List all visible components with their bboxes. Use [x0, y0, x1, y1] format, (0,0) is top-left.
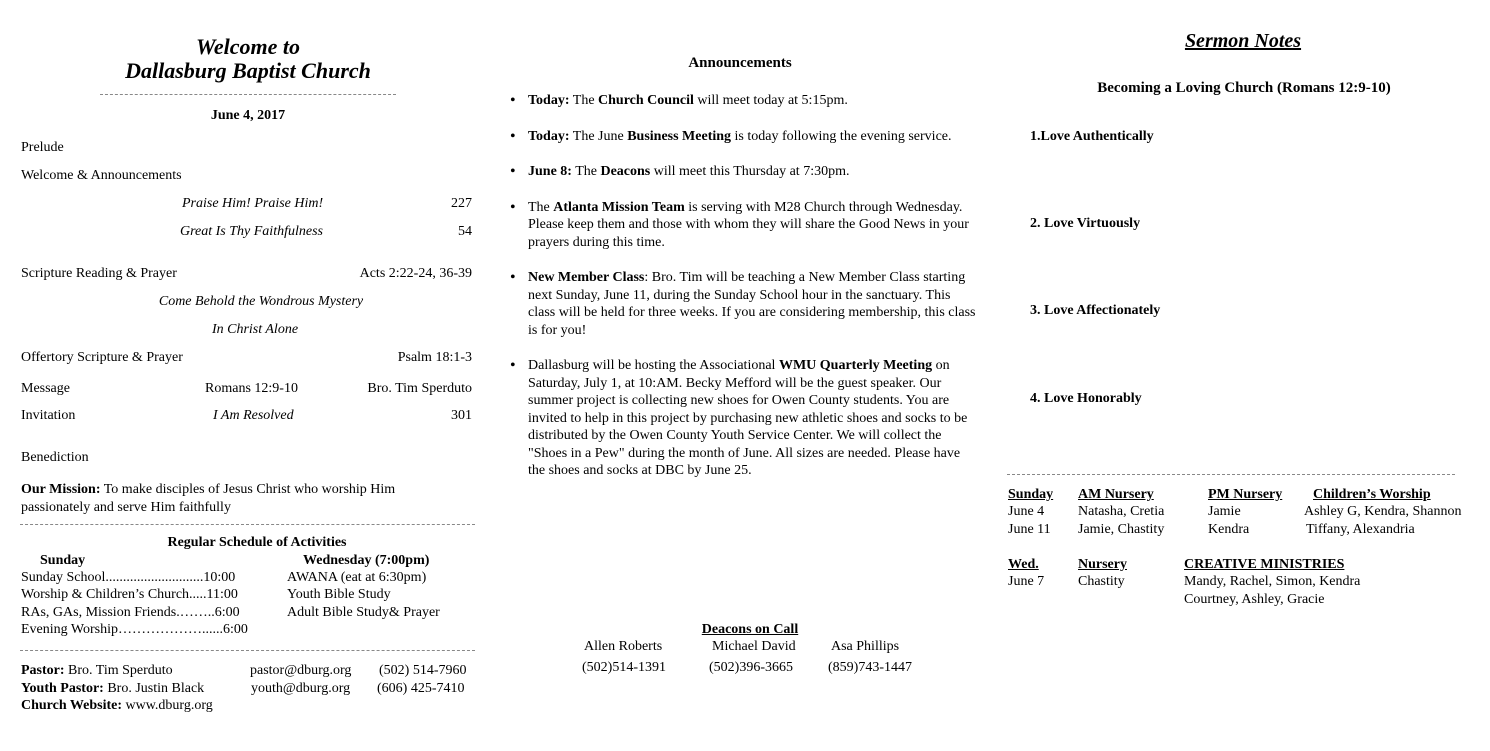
- announcement-text: will meet this Thursday at 7:30pm.: [650, 164, 850, 179]
- sermon-notes-heading: Sermon Notes: [1184, 30, 1302, 52]
- deacon-phone: (502)514-1391: [582, 660, 666, 675]
- church-website: [21, 698, 213, 714]
- scripture-reading-label: Scripture Reading & Prayer: [21, 266, 177, 281]
- announcement-text: Dallasburg will be hosting the Associational: [528, 358, 779, 373]
- wednesday-header: Wed.: [1008, 557, 1039, 572]
- youth-pastor-phone: (606) 425-7410: [377, 681, 465, 696]
- schedule-wednesday-heading: Wednesday (7:00pm): [303, 553, 430, 568]
- announcement-bold-text: Atlanta Mission Team: [553, 199, 685, 215]
- announcement-item: [508, 128, 978, 146]
- deacon-name: Allen Roberts: [584, 639, 663, 654]
- mission-label: Our Mission:: [21, 482, 101, 497]
- wednesday-cell: Chastity: [1078, 574, 1125, 589]
- message-reference: Romans 12:9-10: [205, 381, 298, 396]
- nursery-cell: Jamie, Chastity: [1078, 522, 1165, 537]
- announcement-text: : Bro. Tim will be teaching a New Member Class starting next Sunday, June 11, during the Sunday School hour in the sanctuary. This class will be held for three weeks. If you are considering membership, this class is for you!: [528, 270, 976, 338]
- scripture-reference: Acts 2:22-24, 36-39: [359, 266, 472, 281]
- nursery-cell: June 4: [1008, 504, 1045, 519]
- welcome-title-line2: Dallasburg Baptist Church: [125, 58, 371, 83]
- invitation-number: 301: [451, 408, 472, 423]
- youth-pastor-email[interactable]: youth@dburg.org: [251, 681, 351, 696]
- offertory-label: Offertory Scripture & Prayer: [21, 350, 183, 365]
- wednesday-header: CREATIVE MINISTRIES: [1184, 557, 1345, 572]
- nursery-cell: Kendra: [1208, 522, 1250, 537]
- hymn-title: Great Is Thy Faithfulness: [180, 224, 323, 239]
- schedule-wednesday-item: AWANA (eat at 6:30pm): [287, 570, 427, 585]
- deacon-phone: (859)743-1447: [828, 660, 912, 675]
- announcements-list: [508, 92, 978, 498]
- pastor-phone: (502) 514-7960: [379, 663, 467, 678]
- pastor-label: Pastor:: [21, 663, 65, 678]
- schedule-sunday-item: Sunday School............................10:00: [21, 570, 236, 585]
- pastor-name: Bro. Tim Sperduto: [64, 663, 173, 678]
- nursery-cell: Ashley G, Kendra, Shannon: [1304, 504, 1462, 519]
- announcement-text: on Saturday, July 1, at 10:AM. Becky Mefford will be the guest speaker. Our summer project is collecting new shoes for Owen County students. You are invited to help in this project by purchasing new athletic shoes and socks to be distributed by the Owen County Youth Service Center. We will collect the "Shoes in a Pew" during the month of June. All sizes are needed. Please have the shoes and socks at DBC by June 25.: [528, 358, 968, 478]
- announcement-bold-text: Today:: [528, 93, 570, 108]
- youth-pastor-contact: [21, 681, 204, 697]
- announcement-bold-text: Church Council: [598, 93, 694, 108]
- announcement-item: [508, 269, 978, 339]
- invitation-hymn: I Am Resolved: [213, 408, 294, 423]
- announcement-text: is today following the evening service.: [731, 128, 952, 144]
- nursery-header: Sunday: [1008, 487, 1054, 502]
- announcement-bold-text: Business Meeting: [627, 128, 732, 144]
- wednesday-cell: Courtney, Ashley, Gracie: [1184, 592, 1325, 607]
- youth-pastor-name: Bro. Justin Black: [103, 681, 205, 696]
- announcement-bold-text: June 8:: [528, 164, 572, 179]
- song-title: In Christ Alone: [211, 322, 299, 337]
- schedule-sunday-item: Evening Worship………………......6:00: [21, 622, 248, 637]
- deacon-phone: (502)396-3665: [709, 660, 793, 675]
- wednesday-cell: Mandy, Rachel, Simon, Kendra: [1184, 574, 1361, 589]
- nursery-cell: Natasha, Cretia: [1078, 504, 1165, 519]
- mission-statement: [21, 481, 461, 516]
- message-label: Message: [21, 381, 70, 396]
- hymn-number: 227: [451, 196, 472, 211]
- announcements-heading: Announcements: [688, 55, 792, 71]
- invitation-label: Invitation: [21, 408, 76, 423]
- announcement-text: is serving with M28 Church through Wednesday. Please keep them and those with whom they will share the Good News in your prayers during this time.: [528, 199, 969, 250]
- announcement-item: [508, 199, 978, 252]
- sermon-point: 3. Love Affectionately: [1030, 303, 1161, 318]
- divider: [1007, 474, 1455, 475]
- announcement-bold-text: Today:: [528, 128, 570, 144]
- mission-text: To make disciples of Jesus Christ who worship Him passionately and serve Him faithfully: [21, 482, 396, 515]
- nursery-header: PM Nursery: [1208, 487, 1283, 502]
- announcement-bold-text: WMU Quarterly Meeting: [778, 358, 933, 373]
- schedule-wednesday-item: Youth Bible Study: [287, 587, 391, 602]
- schedule-sunday-item: Worship & Children’s Church.....11:00: [21, 587, 238, 602]
- youth-pastor-label: Youth Pastor:: [21, 681, 104, 696]
- nursery-header: AM Nursery: [1078, 487, 1154, 502]
- wednesday-header: Nursery: [1078, 557, 1127, 572]
- nursery-cell: June 11: [1008, 522, 1051, 537]
- message-speaker: Bro. Tim Sperduto: [367, 381, 472, 396]
- hymn-number: 54: [458, 224, 472, 239]
- announcement-text: will meet today at 5:15pm.: [693, 93, 848, 108]
- deacon-name: Michael David: [712, 639, 796, 654]
- website-url[interactable]: www.dburg.org: [122, 698, 213, 713]
- pastor-contact: [21, 663, 173, 679]
- website-label: Church Website:: [21, 698, 122, 713]
- nursery-cell: Tiffany, Alexandria: [1306, 522, 1415, 537]
- schedule-heading: Regular Schedule of Activities: [167, 535, 347, 550]
- benediction: Benediction: [21, 450, 89, 465]
- announcement-text: The: [569, 93, 599, 108]
- sermon-point: 1.Love Authentically: [1030, 129, 1154, 144]
- nursery-header: Children’s Worship: [1313, 487, 1431, 502]
- deacon-name: Asa Phillips: [831, 639, 900, 654]
- prelude: Prelude: [21, 140, 64, 155]
- wednesday-cell: June 7: [1008, 574, 1045, 589]
- welcome-announcements: Welcome & Announcements: [21, 168, 182, 183]
- announcement-text: The: [528, 199, 554, 215]
- service-date: June 4, 2017: [210, 108, 286, 123]
- announcement-text: The June: [569, 128, 628, 144]
- announcement-item: [508, 357, 978, 480]
- announcement-text: The: [571, 164, 601, 179]
- sermon-point: 2. Love Virtuously: [1030, 216, 1141, 231]
- divider: [20, 650, 475, 651]
- sermon-title: Becoming a Loving Church (Romans 12:9-10): [1097, 80, 1391, 96]
- announcement-item: [508, 92, 978, 110]
- offertory-reference: Psalm 18:1-3: [397, 350, 472, 365]
- sermon-point: 4. Love Honorably: [1030, 391, 1142, 406]
- deacons-heading: Deacons on Call: [701, 622, 799, 637]
- schedule-sunday-heading: Sunday: [40, 553, 86, 568]
- schedule-sunday-item: RAs, GAs, Mission Friends.……..6:00: [21, 605, 240, 620]
- divider: [20, 524, 475, 525]
- divider: [100, 94, 396, 95]
- announcement-bold-text: Deacons: [600, 164, 651, 179]
- pastor-email[interactable]: pastor@dburg.org: [250, 663, 352, 678]
- song-title: Come Behold the Wondrous Mystery: [158, 294, 364, 309]
- schedule-wednesday-item: Adult Bible Study& Prayer: [287, 605, 440, 620]
- announcement-item: [508, 163, 978, 181]
- hymn-title: Praise Him! Praise Him!: [182, 196, 324, 211]
- announcement-bold-text: New Member Class: [528, 270, 645, 285]
- welcome-title-line1: Welcome to: [195, 34, 301, 59]
- nursery-cell: Jamie: [1208, 504, 1241, 519]
